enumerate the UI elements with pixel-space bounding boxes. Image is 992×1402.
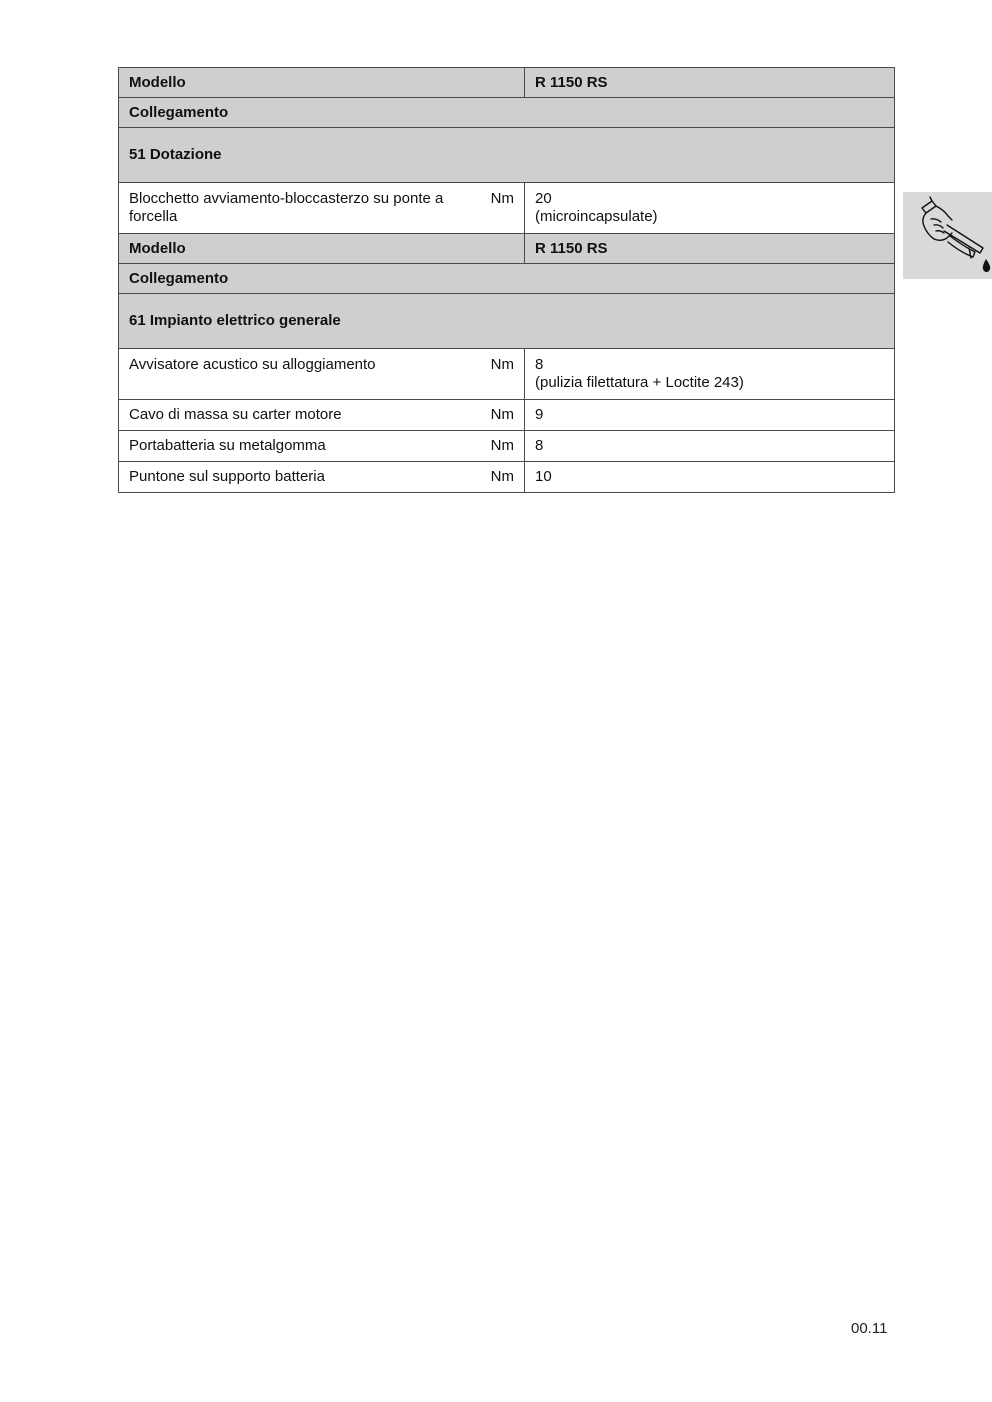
description-cell <box>119 462 525 493</box>
description-cell <box>119 349 525 400</box>
connection-label: Collegamento <box>119 98 895 128</box>
description-text: Cavo di massa su carter motore <box>129 406 342 423</box>
value-cell <box>525 462 895 493</box>
group-title-row <box>119 128 895 183</box>
model-value: R 1150 RS <box>525 68 895 98</box>
torque-spec-table <box>118 67 895 493</box>
group-title-row <box>119 294 895 349</box>
torque-value: 20 <box>535 190 552 207</box>
model-header-row <box>119 68 895 98</box>
connection-header-row <box>119 264 895 294</box>
table-row <box>119 183 895 234</box>
torque-value: 8 <box>535 356 544 373</box>
value-cell <box>525 349 895 400</box>
section-tab <box>903 192 992 279</box>
description-cell <box>119 183 525 234</box>
value-cell <box>525 400 895 431</box>
table-row <box>119 400 895 431</box>
table-row <box>119 349 895 400</box>
description-text: Portabatteria su metalgomma <box>129 437 326 454</box>
group-title: 51 Dotazione <box>119 128 895 183</box>
description-cell <box>119 400 525 431</box>
unit-label: Nm <box>490 437 514 454</box>
torque-value: 9 <box>535 406 544 423</box>
unit-label: Nm <box>490 468 514 485</box>
description-text: Avvisatore acustico su alloggiamento <box>129 356 376 373</box>
page-number: 00.11 <box>851 1320 888 1337</box>
table-row <box>119 462 895 493</box>
unit-label: Nm <box>490 356 514 373</box>
description-text: Puntone sul supporto batteria <box>129 468 325 485</box>
value-cell <box>525 183 895 234</box>
hand-tool-oil-drop-icon <box>903 192 992 279</box>
connection-header-row <box>119 98 895 128</box>
group-title: 61 Impianto elettrico generale <box>119 294 895 349</box>
model-header-row <box>119 234 895 264</box>
model-label: Modello <box>119 234 525 264</box>
torque-value: 8 <box>535 437 544 454</box>
description-text: Blocchetto avviamento-bloccasterzo su ponte a forcella <box>129 190 444 225</box>
description-cell <box>119 431 525 462</box>
connection-label: Collegamento <box>119 264 895 294</box>
value-cell <box>525 431 895 462</box>
unit-label: Nm <box>490 406 514 423</box>
torque-note: (microincapsulate) <box>535 208 658 225</box>
unit-label: Nm <box>490 190 514 207</box>
torque-value: 10 <box>535 468 552 485</box>
torque-note: (pulizia filettatura + Loctite 243) <box>535 374 744 391</box>
model-value: R 1150 RS <box>525 234 895 264</box>
table-row <box>119 431 895 462</box>
model-label: Modello <box>119 68 525 98</box>
